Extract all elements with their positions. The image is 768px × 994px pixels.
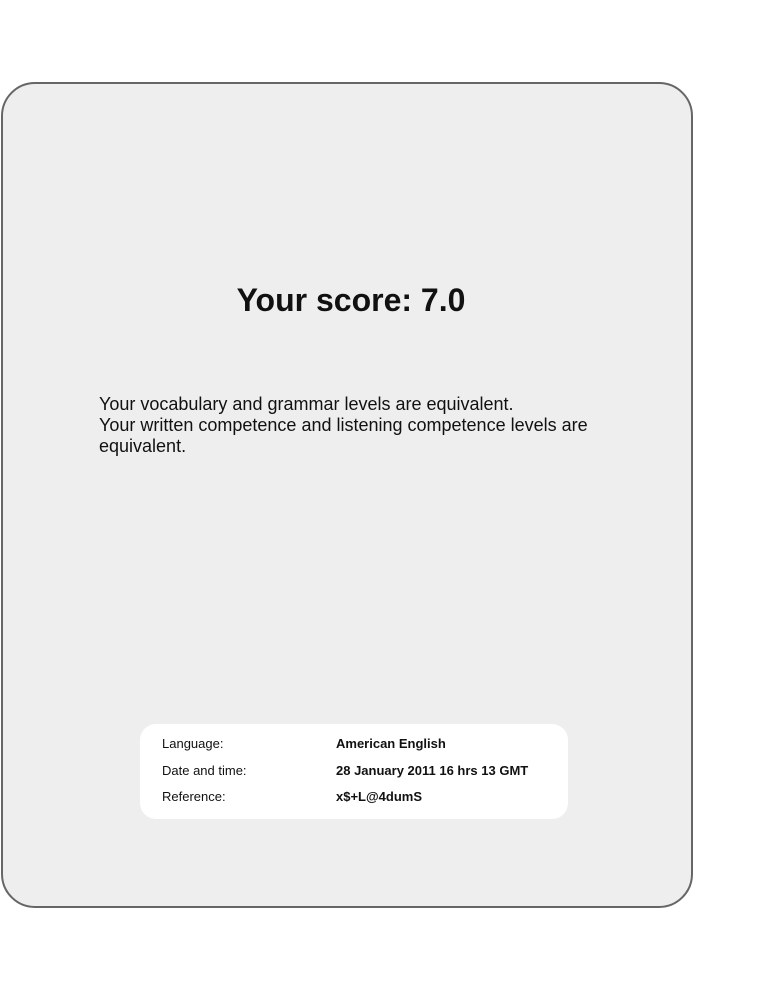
competence-message: Your written competence and listening competence levels are equivalent. [99,415,588,456]
datetime-row [162,761,562,781]
test-details-box [140,724,568,819]
language-value: American English [336,736,446,751]
score-title: Your score: 7.0 [236,282,466,318]
language-row [162,734,562,754]
language-label: Language: [162,736,224,751]
result-message [99,394,639,457]
reference-row [162,787,562,807]
datetime-value: 28 January 2011 16 hrs 13 GMT [336,763,529,778]
vocabulary-grammar-message: Your vocabulary and grammar levels are equivalent. [99,394,514,414]
score-card [1,82,693,908]
datetime-label: Date and time: [162,763,247,778]
reference-label: Reference: [162,789,226,804]
reference-value: x$+L@4dumS [336,789,423,804]
